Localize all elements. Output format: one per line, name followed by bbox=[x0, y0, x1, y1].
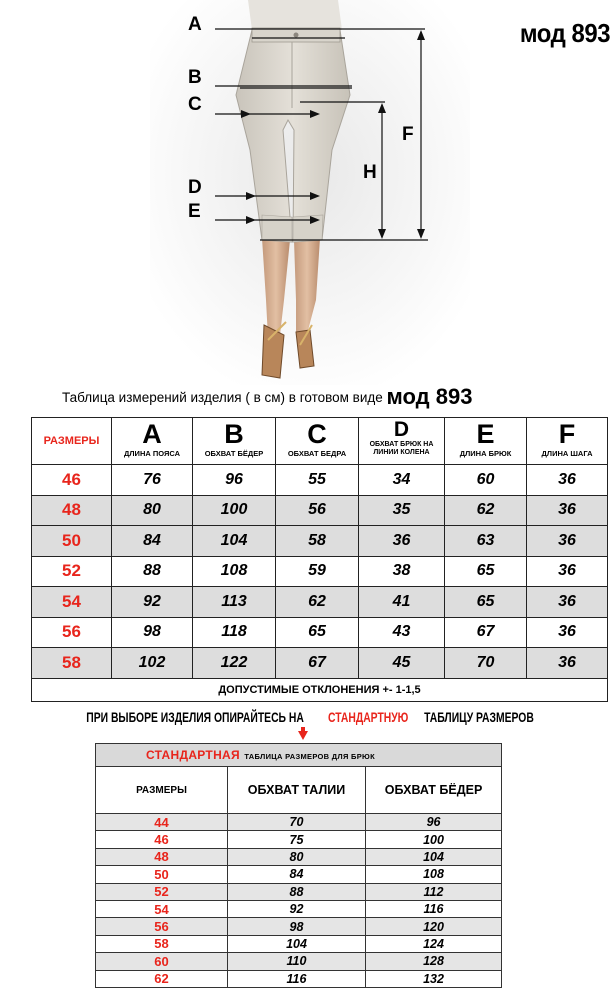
standard-size-cell: 62 bbox=[96, 970, 228, 987]
shirt-hem bbox=[248, 0, 342, 30]
model-title: мод 893 bbox=[519, 18, 610, 48]
standard-table-title bbox=[96, 744, 502, 767]
tolerance-row bbox=[32, 678, 608, 701]
measure-value-cell: 38 bbox=[359, 556, 445, 587]
measure-value-cell: 36 bbox=[527, 556, 608, 587]
measure-value-cell: 102 bbox=[112, 648, 193, 679]
standard-row bbox=[96, 970, 502, 987]
measure-value-cell: 113 bbox=[193, 587, 276, 618]
sizes-column-header: РАЗМЕРЫ bbox=[32, 418, 112, 465]
measure-value-cell: 59 bbox=[276, 556, 359, 587]
measure-value-cell: 122 bbox=[193, 648, 276, 679]
standard-size-cell: 48 bbox=[96, 848, 228, 865]
measure-value-cell: 88 bbox=[112, 556, 193, 587]
standard-row bbox=[96, 831, 502, 848]
measure-value-cell: 65 bbox=[445, 587, 527, 618]
measure-value-cell: 67 bbox=[445, 617, 527, 648]
standard-waist-cell: 84 bbox=[228, 866, 366, 883]
measure-label-f: F bbox=[402, 124, 414, 145]
measure-value-cell: 80 bbox=[112, 495, 193, 526]
measure-row bbox=[32, 465, 608, 496]
measure-size-cell: 50 bbox=[32, 526, 112, 557]
standard-row bbox=[96, 848, 502, 865]
standard-title-highlight: СТАНДАРТНАЯ bbox=[146, 748, 240, 762]
column-header-f: F ДЛИНА ШАГА bbox=[527, 418, 608, 465]
standard-waist-cell: 104 bbox=[228, 935, 366, 952]
measure-size-cell: 56 bbox=[32, 617, 112, 648]
standard-row bbox=[96, 814, 502, 831]
standard-row bbox=[96, 900, 502, 917]
measure-value-cell: 84 bbox=[112, 526, 193, 557]
standard-title-rest: ТАБЛИЦА РАЗМЕРОВ ДЛЯ БРЮК bbox=[244, 752, 375, 761]
measure-value-cell: 67 bbox=[276, 648, 359, 679]
measure-heading-model: мод 893 bbox=[386, 384, 473, 409]
measure-value-cell: 36 bbox=[527, 526, 608, 557]
standard-size-table bbox=[95, 743, 502, 988]
measure-value-cell: 118 bbox=[193, 617, 276, 648]
measure-value-cell: 36 bbox=[527, 617, 608, 648]
standard-hips-cell: 108 bbox=[366, 866, 502, 883]
measure-value-cell: 36 bbox=[527, 465, 608, 496]
measure-label-e: E bbox=[188, 201, 201, 222]
column-header-e: E ДЛИНА БРЮК bbox=[445, 418, 527, 465]
tolerance-note: ДОПУСТИМЫЕ ОТКЛОНЕНИЯ +- 1-1,5 bbox=[32, 678, 608, 701]
measure-label-a: A bbox=[188, 14, 202, 35]
standard-waist-cell: 92 bbox=[228, 900, 366, 917]
column-header-a: A ДЛИНА ПОЯСА bbox=[112, 418, 193, 465]
measure-value-cell: 65 bbox=[445, 556, 527, 587]
standard-row bbox=[96, 866, 502, 883]
measure-value-cell: 36 bbox=[527, 495, 608, 526]
standard-waist-cell: 116 bbox=[228, 970, 366, 987]
standard-hips-cell: 128 bbox=[366, 953, 502, 970]
standard-hips-cell: 96 bbox=[366, 814, 502, 831]
standard-size-cell: 46 bbox=[96, 831, 228, 848]
measure-size-cell: 58 bbox=[32, 648, 112, 679]
measure-value-cell: 36 bbox=[527, 648, 608, 679]
measure-value-cell: 43 bbox=[359, 617, 445, 648]
measure-value-cell: 36 bbox=[527, 587, 608, 618]
standard-waist-cell: 110 bbox=[228, 953, 366, 970]
measure-value-cell: 55 bbox=[276, 465, 359, 496]
product-photo-diagram bbox=[0, 0, 612, 385]
measure-heading-text: Таблица измерений изделия ( в см) в готовом виде bbox=[62, 390, 383, 405]
measure-value-cell: 92 bbox=[112, 587, 193, 618]
standard-header-row bbox=[96, 767, 502, 814]
header-sizes: РАЗМЕРЫ bbox=[96, 767, 228, 814]
column-header-c: C ОБХВАТ БЕДРА bbox=[276, 418, 359, 465]
standard-waist-cell: 98 bbox=[228, 918, 366, 935]
standard-hips-cell: 112 bbox=[366, 883, 502, 900]
standard-hips-cell: 132 bbox=[366, 970, 502, 987]
standard-size-cell: 58 bbox=[96, 935, 228, 952]
column-header-d: D ОБХВАТ БРЮК НА ЛИНИИ КОЛЕНА bbox=[359, 418, 445, 465]
measure-size-cell: 54 bbox=[32, 587, 112, 618]
standard-size-cell: 44 bbox=[96, 814, 228, 831]
standard-highlight: СТАНДАРТНУЮ bbox=[328, 709, 409, 725]
measure-row bbox=[32, 556, 608, 587]
standard-waist-cell: 75 bbox=[228, 831, 366, 848]
measure-value-cell: 62 bbox=[276, 587, 359, 618]
measure-value-cell: 96 bbox=[193, 465, 276, 496]
measure-row bbox=[32, 617, 608, 648]
measure-value-cell: 76 bbox=[112, 465, 193, 496]
standard-table-note: ПРИ ВЫБОРЕ ИЗДЕЛИЯ ОПИРАЙТЕСЬ НАСТАНДАРТНУЮТАБЛИЦУ РАЗМЕРОВ bbox=[86, 709, 535, 725]
measure-value-cell: 60 bbox=[445, 465, 527, 496]
measure-table-heading bbox=[62, 384, 612, 410]
standard-hips-cell: 100 bbox=[366, 831, 502, 848]
column-header-b: B ОБХВАТ БЁДЕР bbox=[193, 418, 276, 465]
header-waist: ОБХВАТ ТАЛИИ bbox=[228, 767, 366, 814]
measure-row bbox=[32, 587, 608, 618]
measure-label-d: D bbox=[188, 177, 202, 198]
measure-value-cell: 104 bbox=[193, 526, 276, 557]
measure-value-cell: 108 bbox=[193, 556, 276, 587]
standard-hips-cell: 104 bbox=[366, 848, 502, 865]
measure-value-cell: 45 bbox=[359, 648, 445, 679]
arrow-down-icon bbox=[298, 731, 308, 740]
measure-size-cell: 48 bbox=[32, 495, 112, 526]
measure-value-cell: 65 bbox=[276, 617, 359, 648]
measure-value-cell: 70 bbox=[445, 648, 527, 679]
standard-row bbox=[96, 918, 502, 935]
standard-row bbox=[96, 935, 502, 952]
measure-value-cell: 41 bbox=[359, 587, 445, 618]
standard-size-cell: 50 bbox=[96, 866, 228, 883]
measure-row bbox=[32, 495, 608, 526]
standard-size-cell: 54 bbox=[96, 900, 228, 917]
measure-size-cell: 52 bbox=[32, 556, 112, 587]
measure-label-h: H bbox=[363, 162, 377, 183]
standard-waist-cell: 80 bbox=[228, 848, 366, 865]
measurement-table bbox=[31, 417, 608, 702]
measure-label-c: C bbox=[188, 94, 202, 115]
standard-size-cell: 56 bbox=[96, 918, 228, 935]
measure-value-cell: 98 bbox=[112, 617, 193, 648]
measure-value-cell: 100 bbox=[193, 495, 276, 526]
measure-row bbox=[32, 526, 608, 557]
measure-value-cell: 58 bbox=[276, 526, 359, 557]
standard-size-cell: 60 bbox=[96, 953, 228, 970]
standard-row bbox=[96, 883, 502, 900]
measure-value-cell: 34 bbox=[359, 465, 445, 496]
standard-hips-cell: 124 bbox=[366, 935, 502, 952]
measure-row bbox=[32, 648, 608, 679]
standard-hips-cell: 120 bbox=[366, 918, 502, 935]
measure-header-row bbox=[32, 418, 608, 465]
measure-value-cell: 63 bbox=[445, 526, 527, 557]
standard-size-cell: 52 bbox=[96, 883, 228, 900]
measure-value-cell: 36 bbox=[359, 526, 445, 557]
measure-value-cell: 62 bbox=[445, 495, 527, 526]
standard-waist-cell: 70 bbox=[228, 814, 366, 831]
standard-row bbox=[96, 953, 502, 970]
standard-hips-cell: 116 bbox=[366, 900, 502, 917]
header-hips: ОБХВАТ БЁДЕР bbox=[366, 767, 502, 814]
measure-label-b: B bbox=[188, 67, 202, 88]
standard-table-title-row bbox=[96, 744, 502, 767]
measure-size-cell: 46 bbox=[32, 465, 112, 496]
measure-value-cell: 35 bbox=[359, 495, 445, 526]
standard-waist-cell: 88 bbox=[228, 883, 366, 900]
measure-value-cell: 56 bbox=[276, 495, 359, 526]
